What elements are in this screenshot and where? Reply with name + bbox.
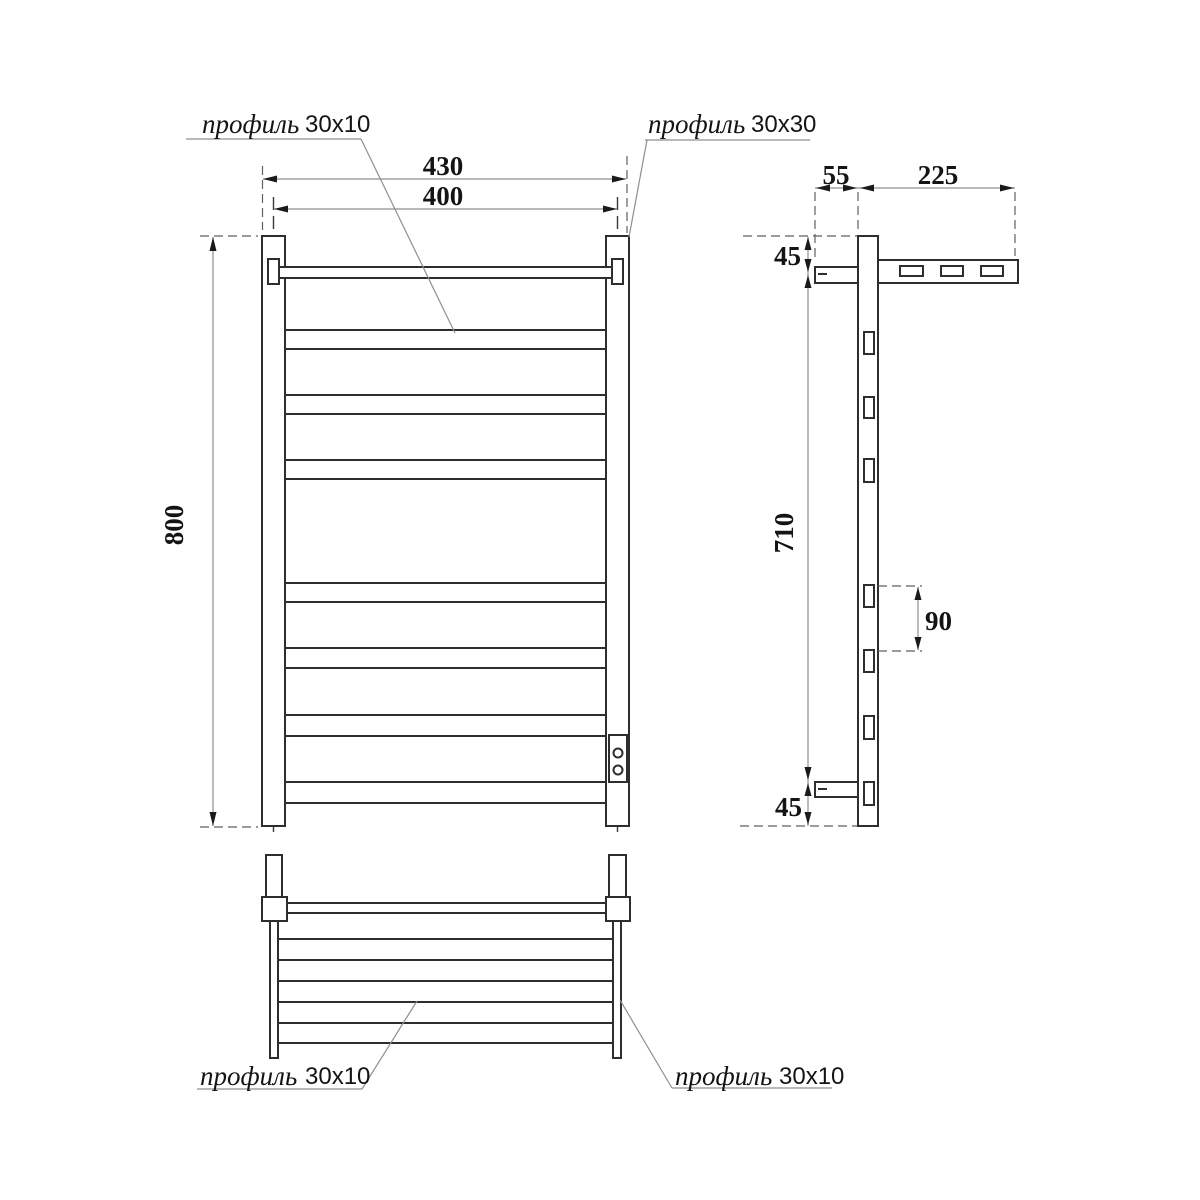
leader-shelf-profile [197,1001,417,1091]
leader-post-profile [629,109,816,237]
right-shelf-rail [613,921,621,1058]
dim-mount-span-text: 710 [769,512,799,554]
left-shelf-rail [270,921,278,1058]
side-view [740,160,1018,826]
shelf-slot [981,266,1003,276]
rung-slot [864,332,874,354]
dim-wall-offset-55 [815,160,858,262]
left-bracket-stub [266,855,282,899]
rung [285,583,606,602]
leader-rail-profile [620,1000,844,1091]
dim-overall-width-text: 430 [422,151,464,181]
rung [285,330,606,349]
dim-axis-width-text: 400 [422,181,464,211]
dim-shelf-depth-225 [858,160,1015,256]
dim-bottom-mount-offset-45 [775,782,812,826]
rung [285,782,606,803]
bottom-wall-bracket [815,782,858,797]
dim-bottom-mount-offset-text: 45 [775,792,802,822]
left-corner-block [262,897,287,921]
label-shelf-profile-size: 30x10 [305,1063,371,1090]
dim-height-800 [159,236,258,827]
rung-slot [864,716,874,739]
dim-rung-spacing-text: 90 [925,606,952,636]
top-view [197,855,844,1091]
rung [285,460,606,479]
side-shelf-arm [878,260,1018,283]
top-wall-bracket [815,267,858,283]
shelf-slats [278,939,613,1043]
rung-slot [864,397,874,418]
rung [285,648,606,668]
dim-mount-span-710 [769,273,812,782]
label-rung-profile-word: профиль [202,109,300,139]
dim-top-mount-offset-text: 45 [774,241,801,271]
front-view [159,109,816,832]
right-bracket-stub [609,855,626,899]
shelf-slot [900,266,923,276]
label-post-profile-word: профиль [648,109,746,139]
dim-axis-width-400 [274,181,617,213]
dim-shelf-depth-text: 225 [917,160,959,190]
top-bar-right-bracket [612,259,623,284]
label-rung-profile-size: 30x10 [305,111,371,138]
rung-slot [864,782,874,805]
dim-rung-spacing-90 [878,586,952,651]
leader-rung-profile [186,109,455,333]
top-bar-left-bracket [268,259,279,284]
label-post-profile-size: 30x30 [751,111,817,138]
rung [285,395,606,414]
electric-control-box [609,735,627,782]
left-post [262,236,285,826]
rung-slot [864,585,874,607]
rung-slot [864,459,874,482]
shelf-slot [941,266,963,276]
label-rail-profile-size: 30x10 [779,1063,845,1090]
dim-height-text: 800 [159,504,189,546]
rung [285,715,606,736]
dim-wall-offset-text: 55 [822,160,850,190]
front-rungs [285,330,606,803]
dim-top-mount-offset-45 [774,237,812,273]
rung-slot [864,650,874,672]
label-shelf-profile-word: профиль [200,1061,298,1091]
label-rail-profile-word: профиль [675,1061,773,1091]
shelf-front-bar [287,903,606,913]
top-bar [279,267,613,278]
right-corner-block [606,897,630,921]
